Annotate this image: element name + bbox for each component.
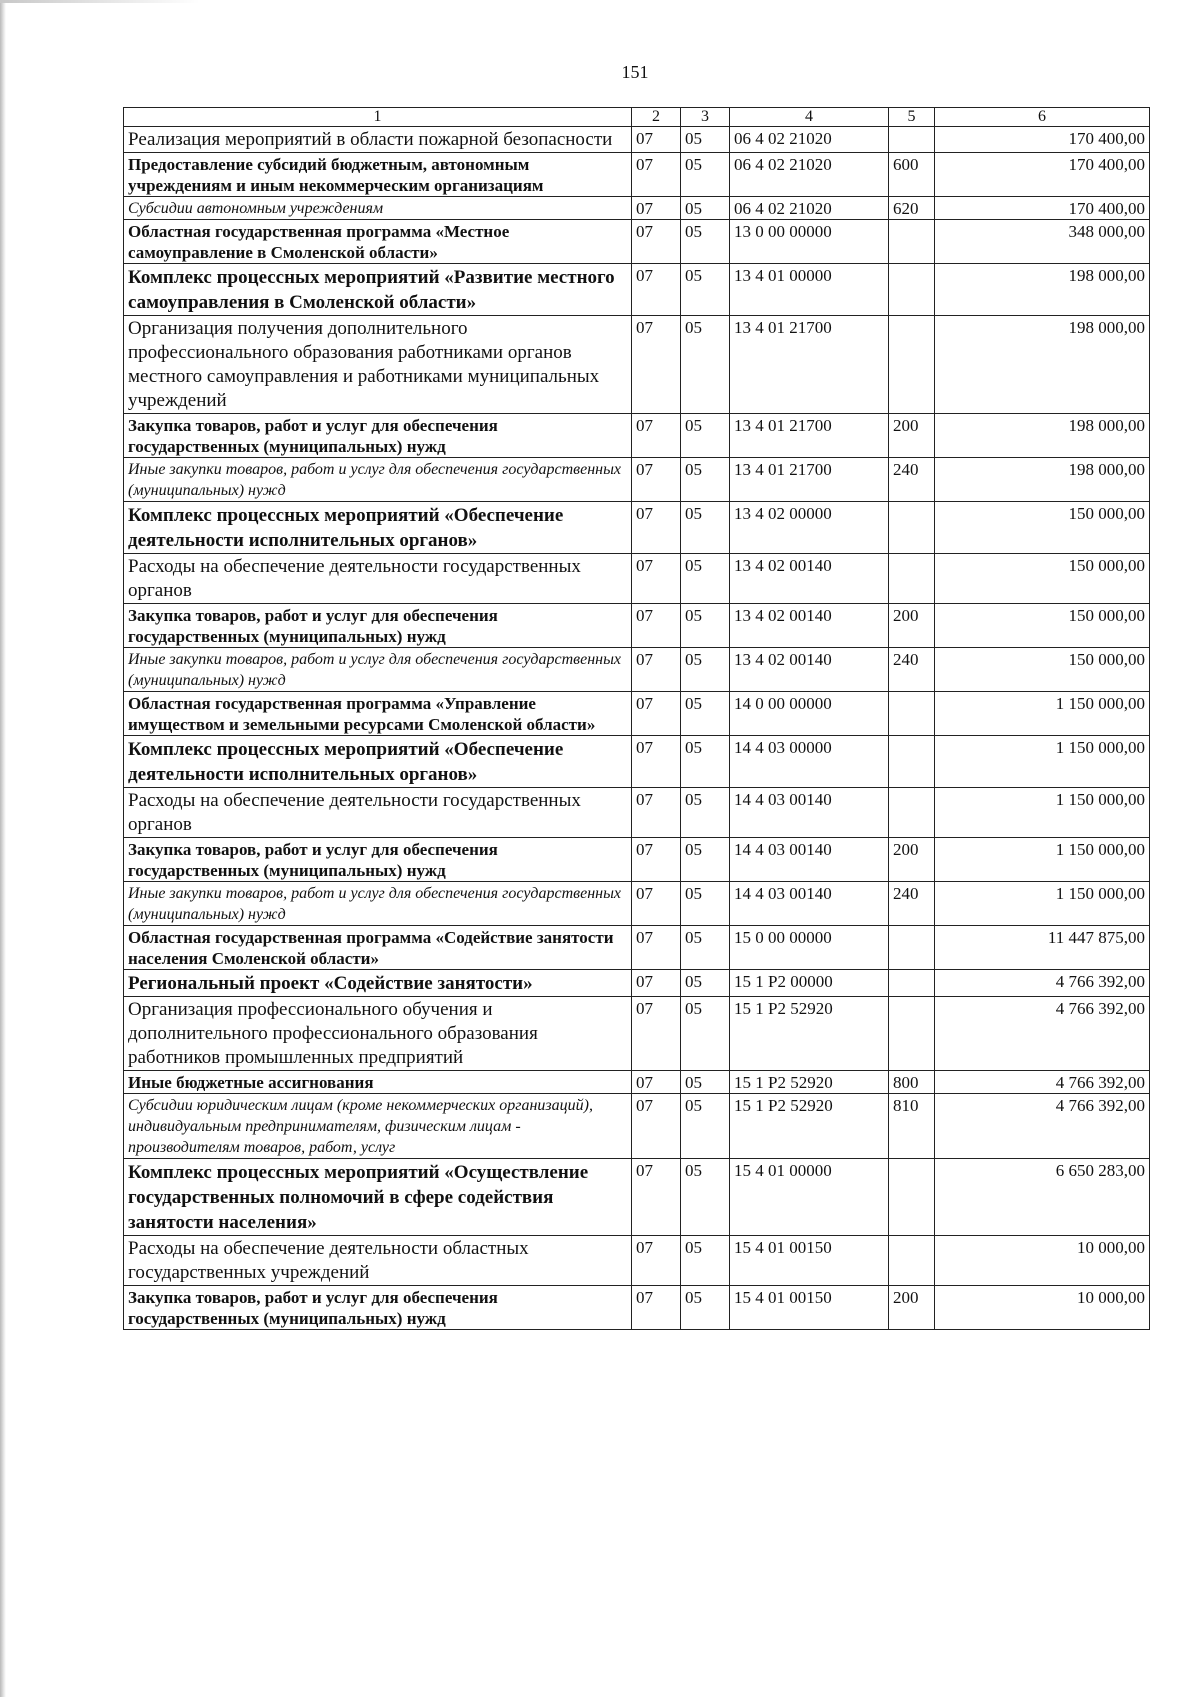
amount-cell: 198 000,00	[935, 316, 1150, 414]
expense-type-cell: 810	[889, 1094, 935, 1159]
table-row	[124, 926, 1150, 970]
expense-type-cell	[889, 997, 935, 1071]
section-code-cell: 07	[632, 127, 681, 153]
expense-type-cell	[889, 970, 935, 997]
item-name-cell: Субсидии юридическим лицам (кроме некоммерческих организаций), индивидуальным предпринимателям, физическим лицам - производителям товаров, работ, услуг	[124, 1094, 632, 1159]
table-row	[124, 648, 1150, 692]
subsection-code-cell: 05	[681, 926, 730, 970]
amount-cell: 1 150 000,00	[935, 692, 1150, 736]
subsection-code-cell: 05	[681, 1094, 730, 1159]
table-row	[124, 1159, 1150, 1236]
subsection-code-cell: 05	[681, 882, 730, 926]
item-name-cell: Организация получения дополнительного профессионального образования работниками органов местного самоуправления и работниками муниципальных учреждений	[124, 316, 632, 414]
table-row	[124, 1286, 1150, 1330]
section-code-cell: 07	[632, 502, 681, 554]
target-article-cell: 15 0 00 00000	[730, 926, 889, 970]
expense-type-cell: 240	[889, 882, 935, 926]
page-number: 151	[621, 62, 649, 82]
section-code-cell: 07	[632, 882, 681, 926]
section-code-cell: 07	[632, 926, 681, 970]
section-code-cell: 07	[632, 997, 681, 1071]
expense-type-cell	[889, 554, 935, 604]
target-article-cell: 15 4 01 00150	[730, 1286, 889, 1330]
target-article-cell: 13 4 01 21700	[730, 414, 889, 458]
table-row	[124, 197, 1150, 220]
subsection-code-cell: 05	[681, 838, 730, 882]
target-article-cell: 15 4 01 00000	[730, 1159, 889, 1236]
section-code-cell: 07	[632, 1286, 681, 1330]
amount-cell: 1 150 000,00	[935, 882, 1150, 926]
expense-type-cell: 240	[889, 648, 935, 692]
amount-cell: 150 000,00	[935, 648, 1150, 692]
table-row	[124, 788, 1150, 838]
target-article-cell: 15 1 Р2 52920	[730, 997, 889, 1071]
table-row	[124, 838, 1150, 882]
target-article-cell: 13 4 02 00000	[730, 502, 889, 554]
subsection-code-cell: 05	[681, 970, 730, 997]
subsection-code-cell: 05	[681, 692, 730, 736]
section-code-cell: 07	[632, 1236, 681, 1286]
table-row	[124, 127, 1150, 153]
expense-type-cell	[889, 502, 935, 554]
subsection-code-cell: 05	[681, 604, 730, 648]
subsection-code-cell: 05	[681, 1286, 730, 1330]
item-name-cell: Субсидии автономным учреждениям	[124, 197, 632, 220]
scan-shadow-top	[0, 0, 200, 3]
item-name-cell: Комплекс процессных мероприятий «Обеспечение деятельности исполнительных органов»	[124, 502, 632, 554]
amount-cell: 4 766 392,00	[935, 1094, 1150, 1159]
expense-type-cell	[889, 316, 935, 414]
section-code-cell: 07	[632, 736, 681, 788]
table-row	[124, 970, 1150, 997]
amount-cell: 4 766 392,00	[935, 1071, 1150, 1094]
expense-type-cell: 200	[889, 414, 935, 458]
subsection-code-cell: 05	[681, 264, 730, 316]
amount-cell: 4 766 392,00	[935, 997, 1150, 1071]
subsection-code-cell: 05	[681, 736, 730, 788]
target-article-cell: 13 4 01 00000	[730, 264, 889, 316]
subsection-code-cell: 05	[681, 458, 730, 502]
amount-cell: 10 000,00	[935, 1286, 1150, 1330]
target-article-cell: 13 0 00 00000	[730, 220, 889, 264]
item-name-cell: Комплекс процессных мероприятий «Осуществление государственных полномочий в сфере содействия занятости населения»	[124, 1159, 632, 1236]
amount-cell: 4 766 392,00	[935, 970, 1150, 997]
target-article-cell: 14 0 00 00000	[730, 692, 889, 736]
section-code-cell: 07	[632, 970, 681, 997]
target-article-cell: 06 4 02 21020	[730, 197, 889, 220]
subsection-code-cell: 05	[681, 127, 730, 153]
target-article-cell: 15 4 01 00150	[730, 1236, 889, 1286]
item-name-cell: Закупка товаров, работ и услуг для обеспечения государственных (муниципальных) нужд	[124, 414, 632, 458]
item-name-cell: Расходы на обеспечение деятельности областных государственных учреждений	[124, 1236, 632, 1286]
target-article-cell: 14 4 03 00140	[730, 788, 889, 838]
expense-type-cell	[889, 264, 935, 316]
column-header-2: 2	[632, 108, 681, 127]
subsection-code-cell: 05	[681, 1071, 730, 1094]
budget-table	[123, 107, 1150, 1330]
column-header-3: 3	[681, 108, 730, 127]
section-code-cell: 07	[632, 316, 681, 414]
item-name-cell: Региональный проект «Содействие занятости»	[124, 970, 632, 997]
target-article-cell: 13 4 02 00140	[730, 604, 889, 648]
section-code-cell: 07	[632, 153, 681, 197]
section-code-cell: 07	[632, 220, 681, 264]
section-code-cell: 07	[632, 692, 681, 736]
amount-cell: 150 000,00	[935, 604, 1150, 648]
item-name-cell: Закупка товаров, работ и услуг для обеспечения государственных (муниципальных) нужд	[124, 838, 632, 882]
item-name-cell: Организация профессионального обучения и дополнительного профессионального образования работников промышленных предприятий	[124, 997, 632, 1071]
column-header-6: 6	[935, 108, 1150, 127]
column-header-1: 1	[124, 108, 632, 127]
subsection-code-cell: 05	[681, 414, 730, 458]
section-code-cell: 07	[632, 838, 681, 882]
amount-cell: 170 400,00	[935, 127, 1150, 153]
expense-type-cell	[889, 926, 935, 970]
item-name-cell: Областная государственная программа «Содействие занятости населения Смоленской области»	[124, 926, 632, 970]
table-row	[124, 153, 1150, 197]
amount-cell: 348 000,00	[935, 220, 1150, 264]
table-row	[124, 502, 1150, 554]
item-name-cell: Областная государственная программа «Управление имуществом и земельными ресурсами Смоленской области»	[124, 692, 632, 736]
subsection-code-cell: 05	[681, 502, 730, 554]
table-row	[124, 1071, 1150, 1094]
table-row	[124, 692, 1150, 736]
table-row	[124, 882, 1150, 926]
expense-type-cell	[889, 127, 935, 153]
item-name-cell: Закупка товаров, работ и услуг для обеспечения государственных (муниципальных) нужд	[124, 604, 632, 648]
amount-cell: 198 000,00	[935, 458, 1150, 502]
item-name-cell: Иные бюджетные ассигнования	[124, 1071, 632, 1094]
subsection-code-cell: 05	[681, 997, 730, 1071]
section-code-cell: 07	[632, 788, 681, 838]
subsection-code-cell: 05	[681, 554, 730, 604]
section-code-cell: 07	[632, 1094, 681, 1159]
amount-cell: 1 150 000,00	[935, 788, 1150, 838]
amount-cell: 150 000,00	[935, 502, 1150, 554]
expense-type-cell	[889, 1159, 935, 1236]
item-name-cell: Расходы на обеспечение деятельности государственных органов	[124, 554, 632, 604]
scan-shadow-edge	[0, 0, 6, 1697]
item-name-cell: Расходы на обеспечение деятельности государственных органов	[124, 788, 632, 838]
target-article-cell: 13 4 02 00140	[730, 648, 889, 692]
subsection-code-cell: 05	[681, 153, 730, 197]
target-article-cell: 15 1 Р2 52920	[730, 1071, 889, 1094]
expense-type-cell: 200	[889, 838, 935, 882]
amount-cell: 150 000,00	[935, 554, 1150, 604]
target-article-cell: 14 4 03 00140	[730, 882, 889, 926]
expense-type-cell: 200	[889, 604, 935, 648]
target-article-cell: 06 4 02 21020	[730, 127, 889, 153]
target-article-cell: 15 1 Р2 00000	[730, 970, 889, 997]
subsection-code-cell: 05	[681, 316, 730, 414]
subsection-code-cell: 05	[681, 788, 730, 838]
target-article-cell: 14 4 03 00140	[730, 838, 889, 882]
amount-cell: 1 150 000,00	[935, 838, 1150, 882]
table-row	[124, 1236, 1150, 1286]
expense-type-cell	[889, 220, 935, 264]
item-name-cell: Комплекс процессных мероприятий «Развитие местного самоуправления в Смоленской области»	[124, 264, 632, 316]
amount-cell: 6 650 283,00	[935, 1159, 1150, 1236]
amount-cell: 170 400,00	[935, 153, 1150, 197]
expense-type-cell	[889, 1236, 935, 1286]
subsection-code-cell: 05	[681, 1236, 730, 1286]
amount-cell: 170 400,00	[935, 197, 1150, 220]
table-row	[124, 736, 1150, 788]
target-article-cell: 13 4 02 00140	[730, 554, 889, 604]
item-name-cell: Иные закупки товаров, работ и услуг для обеспечения государственных (муниципальных) нужд	[124, 882, 632, 926]
amount-cell: 11 447 875,00	[935, 926, 1150, 970]
table-row	[124, 220, 1150, 264]
item-name-cell: Областная государственная программа «Местное самоуправление в Смоленской области»	[124, 220, 632, 264]
item-name-cell: Предоставление субсидий бюджетным, автономным учреждениям и иным некоммерческим организациям	[124, 153, 632, 197]
section-code-cell: 07	[632, 554, 681, 604]
section-code-cell: 07	[632, 264, 681, 316]
table-row	[124, 1094, 1150, 1159]
item-name-cell: Закупка товаров, работ и услуг для обеспечения государственных (муниципальных) нужд	[124, 1286, 632, 1330]
item-name-cell: Реализация мероприятий в области пожарной безопасности	[124, 127, 632, 153]
table-row	[124, 414, 1150, 458]
table-row	[124, 554, 1150, 604]
expense-type-cell: 240	[889, 458, 935, 502]
table-row	[124, 458, 1150, 502]
subsection-code-cell: 05	[681, 220, 730, 264]
expense-type-cell: 600	[889, 153, 935, 197]
section-code-cell: 07	[632, 648, 681, 692]
expense-type-cell	[889, 692, 935, 736]
item-name-cell: Иные закупки товаров, работ и услуг для обеспечения государственных (муниципальных) нужд	[124, 458, 632, 502]
expense-type-cell	[889, 736, 935, 788]
column-header-4: 4	[730, 108, 889, 127]
subsection-code-cell: 05	[681, 648, 730, 692]
target-article-cell: 13 4 01 21700	[730, 458, 889, 502]
column-header-5: 5	[889, 108, 935, 127]
budget-table-body	[124, 108, 1150, 1330]
table-row	[124, 997, 1150, 1071]
expense-type-cell	[889, 788, 935, 838]
expense-type-cell: 800	[889, 1071, 935, 1094]
item-name-cell: Комплекс процессных мероприятий «Обеспечение деятельности исполнительных органов»	[124, 736, 632, 788]
column-number-header-row	[124, 108, 1150, 127]
section-code-cell: 07	[632, 197, 681, 220]
target-article-cell: 15 1 Р2 52920	[730, 1094, 889, 1159]
subsection-code-cell: 05	[681, 197, 730, 220]
expense-type-cell: 620	[889, 197, 935, 220]
table-row	[124, 264, 1150, 316]
expense-type-cell: 200	[889, 1286, 935, 1330]
target-article-cell: 06 4 02 21020	[730, 153, 889, 197]
subsection-code-cell: 05	[681, 1159, 730, 1236]
section-code-cell: 07	[632, 1071, 681, 1094]
target-article-cell: 13 4 01 21700	[730, 316, 889, 414]
section-code-cell: 07	[632, 458, 681, 502]
amount-cell: 1 150 000,00	[935, 736, 1150, 788]
section-code-cell: 07	[632, 414, 681, 458]
section-code-cell: 07	[632, 1159, 681, 1236]
target-article-cell: 14 4 03 00000	[730, 736, 889, 788]
amount-cell: 198 000,00	[935, 414, 1150, 458]
table-row	[124, 604, 1150, 648]
amount-cell: 10 000,00	[935, 1236, 1150, 1286]
amount-cell: 198 000,00	[935, 264, 1150, 316]
table-row	[124, 316, 1150, 414]
item-name-cell: Иные закупки товаров, работ и услуг для обеспечения государственных (муниципальных) нужд	[124, 648, 632, 692]
section-code-cell: 07	[632, 604, 681, 648]
